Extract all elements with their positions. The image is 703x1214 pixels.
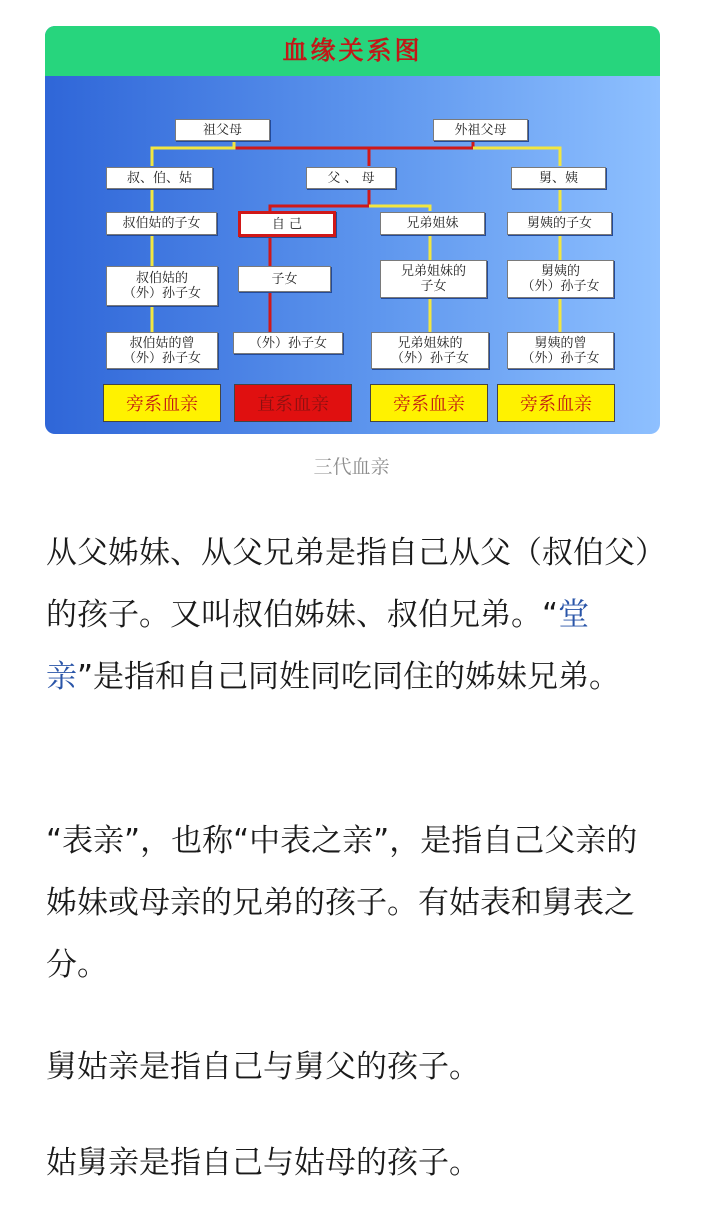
node-uncles-aunts: 叔、伯、姑 [106, 167, 213, 189]
node-children: 子女 [238, 266, 331, 292]
node-maternal-grandparents: 外祖父母 [433, 119, 528, 141]
node-maternal-cousins: 舅姨的子女 [507, 212, 612, 235]
paragraph-text: 从父姊妹、从父兄弟是指自己从父（叔伯父）的孩子。又叫叔伯姊妹、叔伯兄弟。“ [46, 535, 666, 633]
node-grandchildren: （外）孙子女 [233, 332, 343, 354]
paragraph-tangqin [46, 522, 666, 708]
paragraph-biaoqin: “表亲”，也称“中表之亲”，是指自己父亲的姊妹或母亲的兄弟的孩子。有姑表和舅表之分。 [46, 823, 638, 983]
category-collateral-maternal: 旁系血亲 [497, 384, 615, 422]
node-maternal-uncles-aunts: 舅、姨 [511, 167, 606, 189]
node-sibling-grandchildren: 兄弟姐妹的 （外）孙子女 [371, 332, 489, 369]
node-grandparents: 祖父母 [175, 119, 270, 141]
node-parents: 父 、 母 [306, 167, 396, 189]
category-lineal: 直系血亲 [234, 384, 352, 422]
chart-title: 血缘关系图 [45, 26, 660, 76]
paragraph-text: ”是指和自己同姓同吃同住的姊妹兄弟。 [77, 659, 621, 695]
node-sibling-children: 兄弟姐妹的 子女 [380, 260, 487, 298]
node-paternal-cousins: 叔伯姑的子女 [106, 212, 217, 235]
paragraph-jiugu: 舅姑亲是指自己与舅父的孩子。 [46, 1049, 480, 1085]
category-collateral-paternal: 旁系血亲 [103, 384, 221, 422]
node-paternal-grandchildren: 叔伯姑的 （外）孙子女 [106, 266, 218, 306]
tangqin-link[interactable]: 堂亲 [46, 597, 590, 695]
node-self: 自 己 [238, 211, 336, 237]
category-collateral-siblings: 旁系血亲 [370, 384, 488, 422]
image-caption: 三代血亲 [313, 456, 390, 478]
node-maternal-grandchildren: 舅姨的 （外）孙子女 [507, 260, 614, 298]
kinship-chart-image [45, 26, 660, 434]
node-paternal-great-grandchildren: 叔伯姑的曾 （外）孙子女 [106, 332, 218, 369]
paragraph-gujiu: 姑舅亲是指自己与姑母的孩子。 [46, 1145, 480, 1181]
node-maternal-great-grandchildren: 舅姨的曾 （外）孙子女 [507, 332, 614, 369]
node-siblings: 兄弟姐妹 [380, 212, 485, 235]
